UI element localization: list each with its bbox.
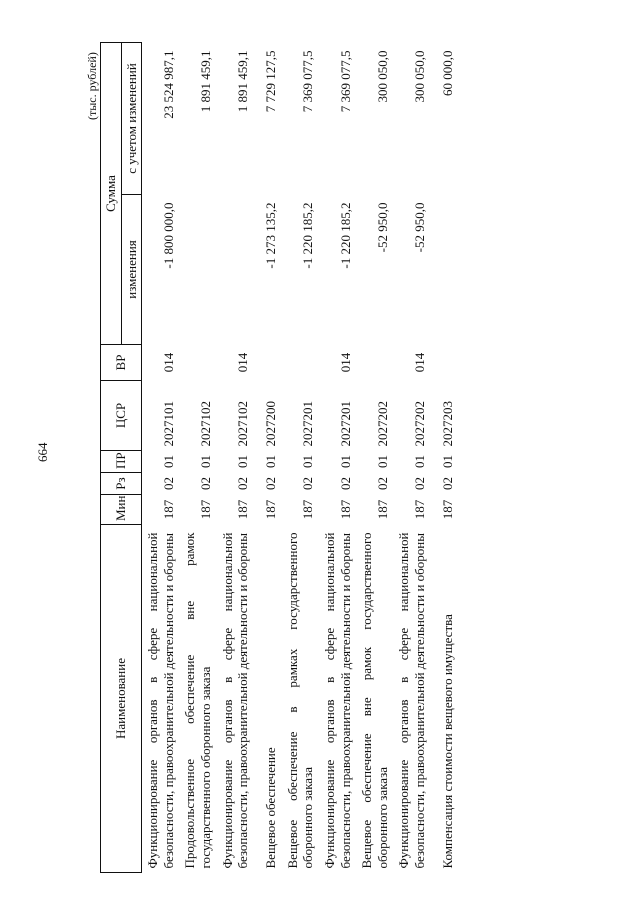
row-pr: 01 — [411, 455, 427, 468]
row-vr: 014 — [337, 352, 353, 373]
row-min: 187 — [263, 499, 279, 520]
row-vr — [254, 345, 282, 381]
row-pr: 01 — [263, 455, 279, 468]
row-csr: 2027201 — [300, 401, 316, 447]
row-min: 187 — [411, 499, 427, 520]
row-min: 187 — [300, 499, 316, 520]
row-change: -1 800 000,0 — [160, 202, 176, 269]
header-min: Мин — [101, 495, 142, 525]
row-csr: 2027202 — [411, 401, 427, 447]
row-rz: 02 — [374, 477, 390, 490]
row-min: 187 — [160, 499, 176, 520]
row-total: 7 729 127,5 — [263, 50, 279, 113]
header-csr: ЦСР — [101, 381, 142, 451]
row-name: Продовольственное обеспечение вне рамок государственного оборонного заказа — [182, 532, 213, 869]
row-min: 187 — [235, 499, 251, 520]
row-name: Компенсация стоимости вещевого имущества — [439, 614, 455, 869]
row-name: Функционирование органов в сфере национальной безопасности, правоохранительной деятельности и обороны — [219, 532, 251, 869]
header-name: Наименование — [101, 525, 142, 873]
row-name: Вещевое обеспечение — [263, 747, 279, 869]
row-rz: 02 — [235, 477, 251, 490]
row-csr: 2027201 — [337, 401, 353, 447]
row-total: 1 891 459,1 — [235, 50, 251, 113]
table-row — [282, 43, 319, 873]
row-change — [431, 195, 459, 345]
table-row — [431, 43, 459, 873]
header-rz: Рз — [101, 473, 142, 495]
table-row — [217, 43, 254, 873]
row-pr: 01 — [197, 455, 213, 468]
row-change: -52 950,0 — [411, 202, 427, 253]
header-sum: Сумма — [101, 43, 122, 345]
row-csr: 2027203 — [439, 401, 455, 447]
row-rz: 02 — [263, 477, 279, 490]
row-name: Функционирование органов в сфере национальной безопасности, правоохранительной деятельности и обороны — [321, 532, 353, 869]
row-rz: 02 — [160, 477, 176, 490]
table-row — [254, 43, 282, 873]
budget-table — [100, 42, 459, 873]
row-total: 300 050,0 — [411, 50, 427, 103]
row-csr: 2027202 — [374, 401, 390, 447]
row-name: Функционирование органов в сфере национальной безопасности, правоохранительной деятельности и обороны — [145, 532, 176, 869]
row-rz: 02 — [300, 477, 316, 490]
table-body — [142, 43, 459, 873]
row-min: 187 — [337, 499, 353, 520]
row-pr: 01 — [337, 455, 353, 468]
row-pr: 01 — [374, 455, 390, 468]
row-vr — [179, 345, 216, 381]
header-pr: ПР — [101, 451, 142, 473]
budget-table-rotated — [100, 43, 580, 873]
header-vr: ВР — [101, 345, 142, 381]
row-total: 7 369 077,5 — [337, 50, 353, 113]
row-rz: 02 — [439, 477, 455, 490]
header-changes: изменения — [121, 195, 142, 345]
row-min: 187 — [374, 499, 390, 520]
row-name: Функционирование органов в сфере национальной безопасности, правоохранительной деятельности и обороны — [396, 532, 427, 869]
row-change: -52 950,0 — [374, 202, 390, 253]
row-total: 60 000,0 — [439, 50, 455, 96]
header-with-changes: с учетом изменений — [121, 43, 142, 195]
row-min: 187 — [439, 499, 455, 520]
row-csr: 2027102 — [235, 401, 251, 447]
table-row — [179, 43, 216, 873]
row-vr — [282, 345, 319, 381]
table-row — [142, 43, 180, 873]
row-csr: 2027102 — [197, 401, 213, 447]
table-row — [356, 43, 393, 873]
table-row — [319, 43, 356, 873]
row-change: -1 273 135,2 — [263, 202, 279, 269]
row-vr: 014 — [411, 352, 427, 373]
row-pr: 01 — [439, 455, 455, 468]
row-vr — [431, 345, 459, 381]
row-total: 1 891 459,1 — [197, 50, 213, 113]
row-total: 300 050,0 — [374, 50, 390, 103]
row-total: 23 524 987,1 — [160, 50, 176, 119]
row-total: 7 369 077,5 — [300, 50, 316, 113]
row-rz: 02 — [197, 477, 213, 490]
row-vr: 014 — [235, 352, 251, 373]
row-change — [179, 195, 216, 345]
row-csr: 2027200 — [263, 401, 279, 447]
table-row — [393, 43, 430, 873]
row-min: 187 — [197, 499, 213, 520]
page-number: 664 — [35, 442, 50, 462]
row-vr: 014 — [160, 352, 176, 373]
row-pr: 01 — [300, 455, 316, 468]
row-name: Вещевое обеспечение вне рамок государственного оборонного заказа — [359, 532, 390, 869]
row-pr: 01 — [235, 455, 251, 468]
row-rz: 02 — [411, 477, 427, 490]
table-header — [101, 43, 142, 873]
row-name: Вещевое обеспечение в рамках государственного оборонного заказа — [284, 532, 316, 869]
units-label: (тыс. рублей) — [85, 52, 99, 120]
row-vr — [356, 345, 393, 381]
row-change: -1 220 185,2 — [337, 202, 353, 269]
row-change: -1 220 185,2 — [300, 202, 316, 269]
row-pr: 01 — [160, 455, 176, 468]
row-change — [217, 195, 254, 345]
row-rz: 02 — [337, 477, 353, 490]
row-csr: 2027101 — [160, 401, 176, 447]
